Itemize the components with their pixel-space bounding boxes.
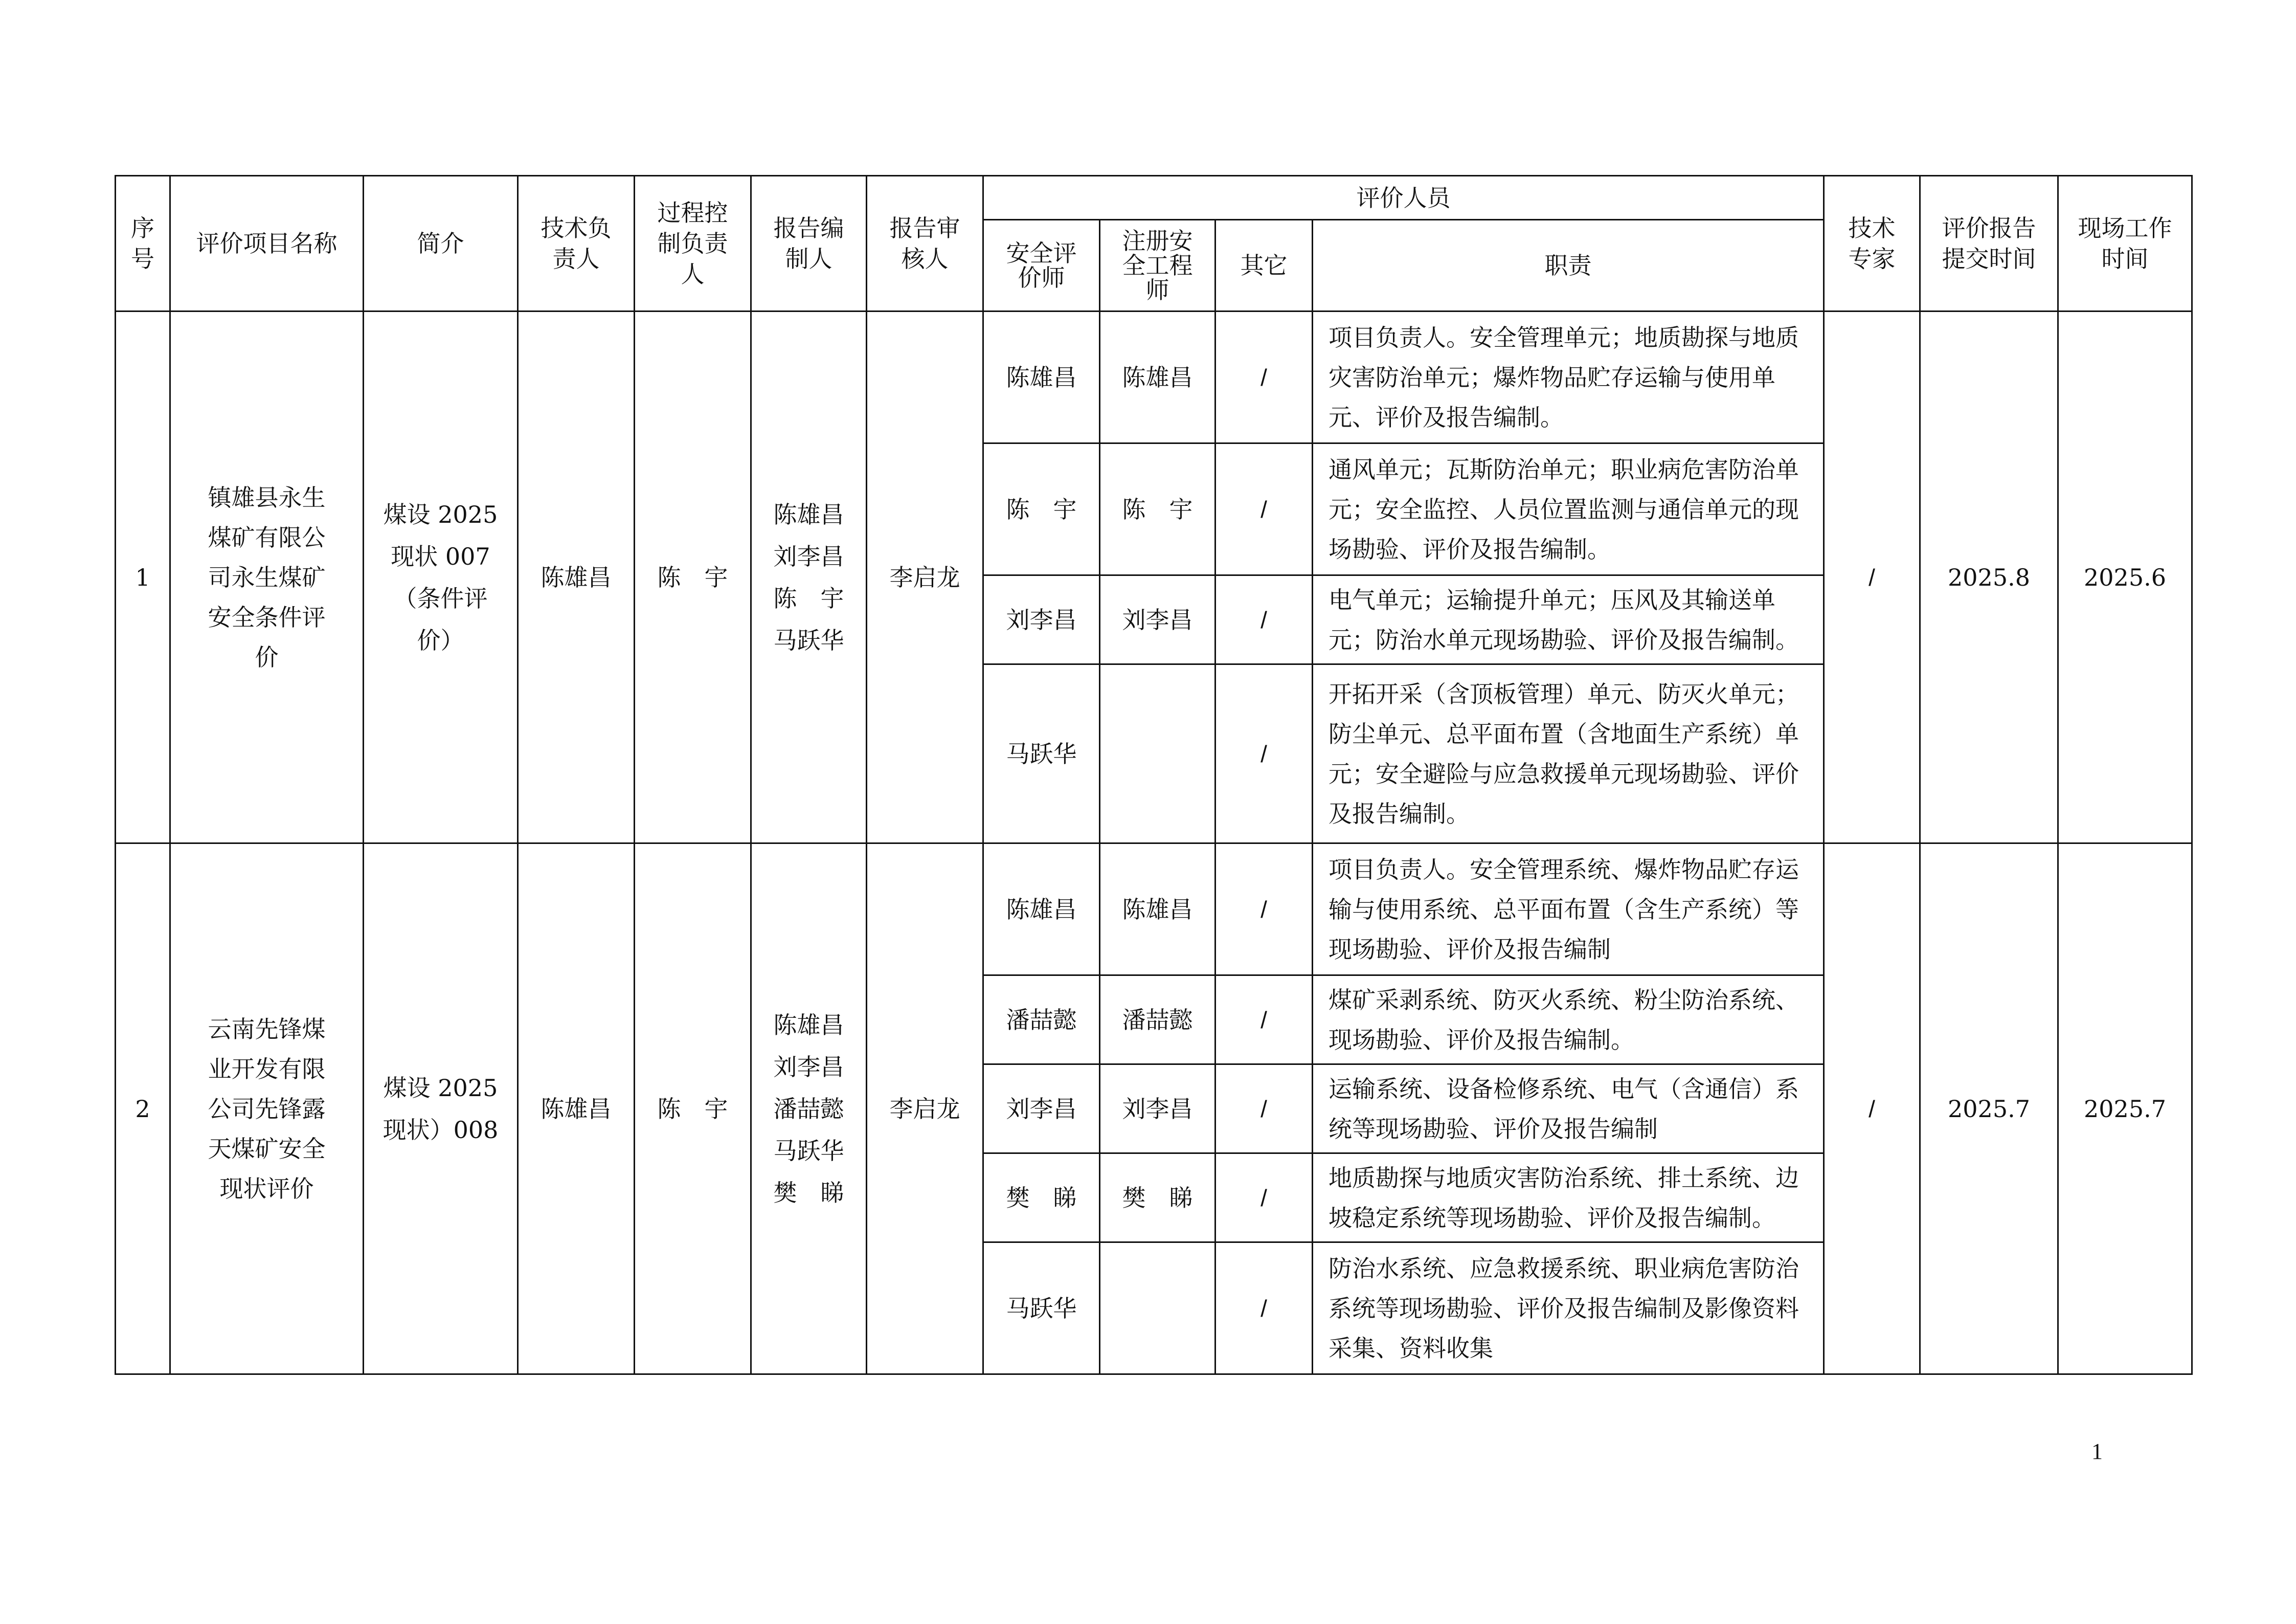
header-intro: 简介 <box>364 176 518 312</box>
evaluation-personnel-table <box>115 175 2193 1375</box>
header-tech-expert: 技术 专家 <box>1824 176 1920 312</box>
safety-evaluator: 陈雄昌 <box>983 312 1100 443</box>
report-submit-time: 2025.8 <box>1920 312 2058 843</box>
report-reviewer: 李启龙 <box>867 312 983 843</box>
other: / <box>1215 1064 1313 1153</box>
registered-engineer: 刘李昌 <box>1100 575 1215 664</box>
duty: 通风单元；瓦斯防治单元；职业病危害防治单元；安全监控、人员位置监测与通信单元的现场勘验、评价及报告编制。 <box>1313 443 1824 575</box>
duty: 运输系统、设备检修系统、电气（含通信）系统等现场勘验、评价及报告编制 <box>1313 1064 1824 1153</box>
tech-expert: / <box>1824 843 1920 1374</box>
header-report-submit-time: 评价报告 提交时间 <box>1920 176 2058 312</box>
registered-engineer: 刘李昌 <box>1100 1064 1215 1153</box>
other: / <box>1215 443 1313 575</box>
other: / <box>1215 1153 1313 1242</box>
other: / <box>1215 975 1313 1064</box>
safety-evaluator: 陈雄昌 <box>983 843 1100 975</box>
other: / <box>1215 312 1313 443</box>
report-writers: 陈雄昌 刘李昌 潘喆懿 马跃华 樊 睇 <box>751 843 867 1374</box>
header-evaluators: 评价人员 <box>983 176 1824 220</box>
header-report-writer: 报告编 制人 <box>751 176 867 312</box>
registered-engineer: 潘喆懿 <box>1100 975 1215 1064</box>
header-tech-lead: 技术负 责人 <box>518 176 635 312</box>
onsite-time: 2025.7 <box>2058 843 2192 1374</box>
registered-engineer: 樊 睇 <box>1100 1153 1215 1242</box>
other: / <box>1215 664 1313 843</box>
header-safety-evaluator: 安全评 价师 <box>983 220 1100 312</box>
registered-engineer: 陈 宇 <box>1100 443 1215 575</box>
safety-evaluator: 马跃华 <box>983 1242 1100 1374</box>
process-lead: 陈 宇 <box>635 312 751 843</box>
project-name: 镇雄县永生 煤矿有限公 司永生煤矿 安全条件评 价 <box>170 312 364 843</box>
other: / <box>1215 575 1313 664</box>
duty: 防治水系统、应急救援系统、职业病危害防治系统等现场勘验、评价及报告编制及影像资料采集、资料收集 <box>1313 1242 1824 1374</box>
header-duty: 职责 <box>1313 220 1824 312</box>
tech-lead: 陈雄昌 <box>518 843 635 1374</box>
page-number: 1 <box>2091 1439 2103 1464</box>
header-process-lead: 过程控 制负责 人 <box>635 176 751 312</box>
duty: 项目负责人。安全管理系统、爆炸物品贮存运输与使用系统、总平面布置（含生产系统）等现场勘验、评价及报告编制 <box>1313 843 1824 975</box>
header-registered-engineer: 注册安 全工程 师 <box>1100 220 1215 312</box>
duty: 地质勘探与地质灾害防治系统、排土系统、边坡稳定系统等现场勘验、评价及报告编制。 <box>1313 1153 1824 1242</box>
onsite-time: 2025.6 <box>2058 312 2192 843</box>
registered-engineer <box>1100 664 1215 843</box>
safety-evaluator: 陈 宇 <box>983 443 1100 575</box>
report-submit-time: 2025.7 <box>1920 843 2058 1374</box>
safety-evaluator: 马跃华 <box>983 664 1100 843</box>
safety-evaluator: 刘李昌 <box>983 575 1100 664</box>
registered-engineer <box>1100 1242 1215 1374</box>
table-row <box>116 843 2192 975</box>
row-seq: 1 <box>116 312 170 843</box>
process-lead: 陈 宇 <box>635 843 751 1374</box>
registered-engineer: 陈雄昌 <box>1100 312 1215 443</box>
duty: 开拓开采（含顶板管理）单元、防灭火单元；防尘单元、总平面布置（含地面生产系统）单元；安全避险与应急救援单元现场勘验、评价及报告编制。 <box>1313 664 1824 843</box>
header-report-reviewer: 报告审 核人 <box>867 176 983 312</box>
header-seq: 序 号 <box>116 176 170 312</box>
tech-expert: / <box>1824 312 1920 843</box>
header-other: 其它 <box>1215 220 1313 312</box>
safety-evaluator: 刘李昌 <box>983 1064 1100 1153</box>
project-intro: 煤设 2025 现状）008 <box>364 843 518 1374</box>
row-seq: 2 <box>116 843 170 1374</box>
duty: 电气单元；运输提升单元；压风及其输送单元；防治水单元现场勘验、评价及报告编制。 <box>1313 575 1824 664</box>
table-row <box>116 312 2192 443</box>
report-reviewer: 李启龙 <box>867 843 983 1374</box>
safety-evaluator: 樊 睇 <box>983 1153 1100 1242</box>
duty: 项目负责人。安全管理单元；地质勘探与地质灾害防治单元；爆炸物品贮存运输与使用单元、评价及报告编制。 <box>1313 312 1824 443</box>
registered-engineer: 陈雄昌 <box>1100 843 1215 975</box>
report-writers: 陈雄昌 刘李昌 陈 宇 马跃华 <box>751 312 867 843</box>
header-project-name: 评价项目名称 <box>170 176 364 312</box>
project-intro: 煤设 2025 现状 007 （条件评 价） <box>364 312 518 843</box>
other: / <box>1215 1242 1313 1374</box>
duty: 煤矿采剥系统、防灭火系统、粉尘防治系统、现场勘验、评价及报告编制。 <box>1313 975 1824 1064</box>
project-name: 云南先锋煤 业开发有限 公司先锋露 天煤矿安全 现状评价 <box>170 843 364 1374</box>
safety-evaluator: 潘喆懿 <box>983 975 1100 1064</box>
header-onsite-time: 现场工作 时间 <box>2058 176 2192 312</box>
other: / <box>1215 843 1313 975</box>
tech-lead: 陈雄昌 <box>518 312 635 843</box>
